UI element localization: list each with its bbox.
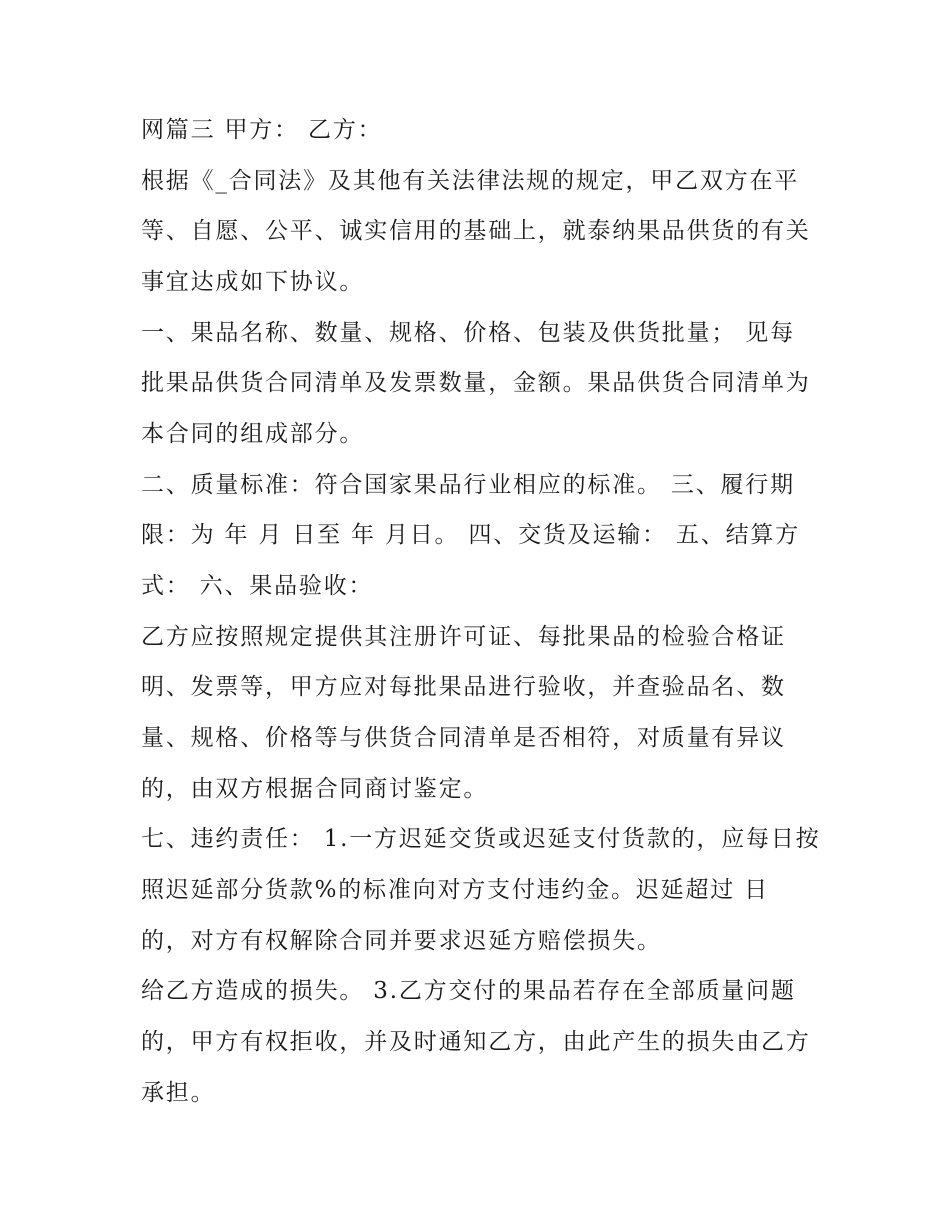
text-line-1: 网篇三 甲方： 乙方： — [141, 117, 383, 143]
text-line-9: 限：为 年 月 日至 年 月日。 四、交货及运输： 五、结算方 — [141, 522, 800, 548]
text-line-2: 根据《_合同法》及其他有关法律法规的规定，甲乙双方在平 — [141, 168, 800, 194]
text-line-4: 事宜达成如下协议。 — [141, 269, 365, 295]
text-line-15: 七、违约责任： 1.一方迟延交货或迟延支付货款的，应每日按 — [141, 826, 821, 852]
text-line-20: 承担。 — [141, 1080, 216, 1106]
text-line-18: 给乙方造成的损失。 3.乙方交付的果品若存在全部质量问题 — [141, 978, 796, 1004]
text-line-11: 乙方应按照规定提供其注册许可证、每批果品的检验合格证 — [141, 624, 786, 650]
text-line-16: 照迟延部分货款%的标准向对方支付违约金。迟延超过 日 — [141, 877, 769, 903]
text-line-17: 的，对方有权解除合同并要求迟延方赔偿损失。 — [141, 928, 662, 954]
text-line-3: 等、自愿、公平、诚实信用的基础上，就泰纳果品供货的有关 — [141, 218, 811, 244]
text-line-6: 批果品供货合同清单及发票数量，金额。果品供货合同清单为 — [141, 370, 811, 396]
text-line-13: 量、规格、价格等与供货合同清单是否相符，对质量有异议 — [141, 725, 786, 751]
text-line-5: 一、果品名称、数量、规格、价格、包装及供货批量； 见每 — [141, 320, 795, 346]
text-line-12: 明、发票等，甲方应对每批果品进行验收，并查验品名、数 — [141, 674, 786, 700]
text-line-7: 本合同的组成部分。 — [141, 421, 365, 447]
text-line-19: 的，甲方有权拒收，并及时通知乙方，由此产生的损失由乙方 — [141, 1029, 811, 1055]
text-line-14: 的，由双方根据合同商讨鉴定。 — [141, 776, 489, 802]
text-line-10: 式： 六、果品验收： — [141, 573, 374, 599]
text-line-8: 二、质量标准：符合国家果品行业相应的标准。 三、履行期 — [141, 472, 795, 498]
